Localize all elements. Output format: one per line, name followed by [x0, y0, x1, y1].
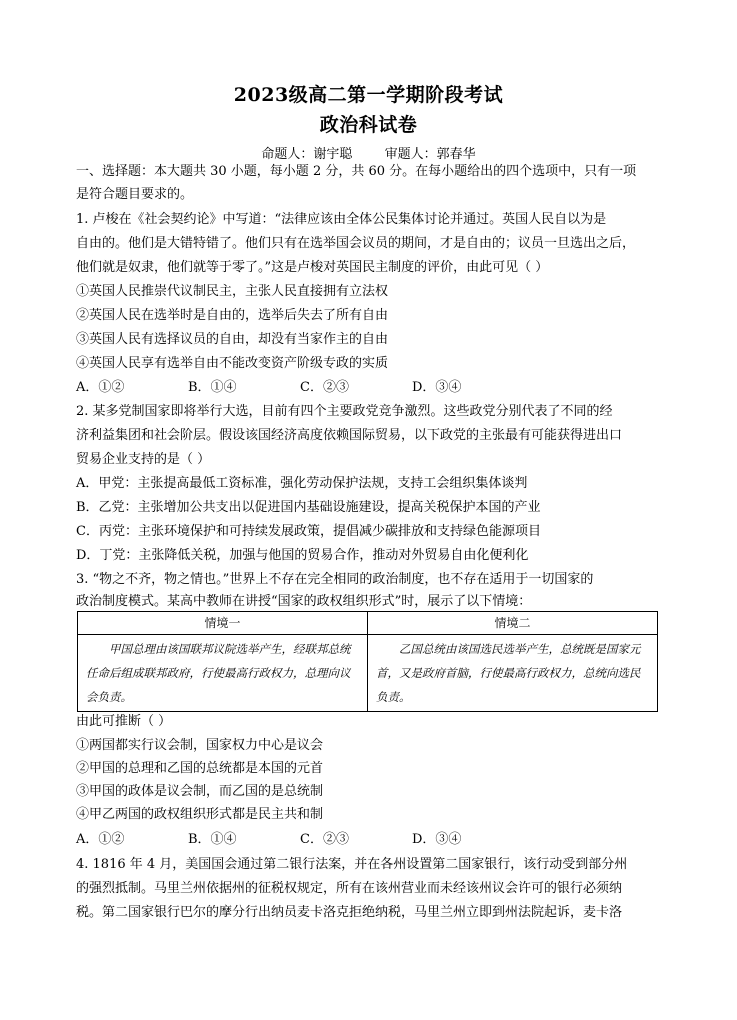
scenario-table-header-row — [78, 612, 658, 635]
q3-statement-1: ①两国都实行议会制，国家权力中心是议会 — [76, 738, 324, 753]
q2-stem-2: 济利益集团和社会阶层。假设该国经济高度依赖国际贸易，以下政党的主张最有可能获得进出口 — [76, 428, 623, 443]
q3-statement-4: ④甲乙两国的政权组织形式都是民主共和制 — [76, 807, 324, 822]
q3-option-c: C．②③ — [300, 832, 349, 847]
q1-statement-3: ③英国人民有选择议员的自由，却没有当家作主的自由 — [76, 332, 389, 347]
q3-option-a: A．①② — [76, 832, 125, 847]
q3-stem-3: 由此可推断（ ） — [76, 714, 172, 729]
scenario-header-2: 情境二 — [368, 612, 658, 635]
q4-stem-3: 税。第二国家银行巴尔的摩分行出纳员麦卡洛克拒绝纳税，马里兰州立即到州法院起诉，麦卡洛 — [76, 905, 623, 920]
q1-statement-1: ①英国人民推崇代议制民主，主张人民直接拥有立法权 — [76, 284, 389, 299]
section-instruction-1: 一、选择题：本大题共 30 小题，每小题 2 分，共 60 分。在每小题给出的四个选项中，只有一项 — [76, 164, 637, 179]
q3-options — [76, 831, 524, 849]
q2-option-b: B．乙党：主张增加公共支出以促进国内基础设施建设，提高关税保护本国的产业 — [76, 500, 541, 515]
q1-option-b: B．①④ — [188, 380, 237, 395]
q1-options — [76, 379, 524, 397]
scenario-table-body-row — [78, 635, 658, 712]
q3-option-d: D．③④ — [412, 832, 462, 847]
q1-option-c: C．②③ — [300, 380, 349, 395]
authors-line — [0, 143, 737, 162]
q1-stem-3: 他们就是奴隶，他们就等于零了。”这是卢梭对英国民主制度的评价，由此可见（ ） — [76, 260, 549, 275]
q2-option-c: C．丙党：主张环境保护和可持续发展政策，提倡减少碳排放和支持绿色能源项目 — [76, 524, 541, 539]
scenario-content-1: 甲国总理由该国联邦议院选举产生，经联邦总统任命后组成联邦政府，行使最高行政权力，总理向议会负责。 — [78, 635, 368, 712]
q2-stem-3: 贸易企业支持的是（ ） — [76, 452, 211, 467]
q3-statement-2: ②甲国的总理和乙国的总统都是本国的元首 — [76, 761, 324, 776]
q1-stem-1: 1. 卢梭在《社会契约论》中写道：“法律应该由全体公民集体讨论并通过。英国人民自以为是 — [76, 212, 607, 227]
scenario-content-2: 乙国总统由该国选民选举产生，总统既是国家元首，又是政府首脑，行使最高行政权力，总统向选民负责。 — [368, 635, 658, 712]
q3-stem-2: 政治制度模式。某高中教师在讲授“国家的政权组织形式”时，展示了以下情境： — [76, 594, 532, 609]
q1-statement-4: ④英国人民享有选举自由不能改变资产阶级专政的实质 — [76, 356, 389, 371]
exam-subtitle: 政治科试卷 — [319, 114, 418, 136]
q3-statement-3: ③甲国的政体是议会制，而乙国的是总统制 — [76, 784, 324, 799]
reviewer-name: 审题人：郭春华 — [384, 147, 476, 162]
q4-stem-1: 4. 1816 年 4 月，美国国会通过第二银行法案，并在各州设置第二国家银行，该行动受到部分州 — [76, 857, 628, 872]
exam-title: 2023级高二第一学期阶段考试 — [233, 84, 504, 106]
q1-option-d: D．③④ — [412, 380, 462, 395]
q1-stem-2: 自由的。他们是大错特错了。他们只有在选举国会议员的期间，才是自由的；议员一旦选出之后， — [76, 236, 636, 251]
q3-stem-1: 3. “物之不齐，物之情也。”世界上不存在完全相同的政治制度，也不存在适用于一切国家的 — [76, 572, 594, 587]
q2-option-a: A．甲党：主张提高最低工资标准，强化劳动保护法规，支持工会组织集体谈判 — [76, 476, 528, 491]
q1-statement-2: ②英国人民在选举时是自由的，选举后失去了所有自由 — [76, 308, 389, 323]
q4-stem-2: 的强烈抵制。马里兰州依据州的征税权规定，所有在该州营业而未经该州议会许可的银行必须纳 — [76, 881, 623, 896]
q1-option-a: A．①② — [76, 380, 125, 395]
q2-option-d: D．丁党：主张降低关税，加强与他国的贸易合作，推动对外贸易自由化便利化 — [76, 548, 529, 563]
scenario-table — [77, 611, 658, 712]
q3-option-b: B．①④ — [188, 832, 237, 847]
q2-stem-1: 2. 某多党制国家即将举行大选，目前有四个主要政党竞争激烈。这些政党分别代表了不同的经 — [76, 404, 613, 419]
section-instruction-2: 是符合题目要求的。 — [76, 187, 194, 202]
setter-name: 命题人：谢宇聪 — [261, 147, 353, 162]
scenario-header-1: 情境一 — [78, 612, 368, 635]
